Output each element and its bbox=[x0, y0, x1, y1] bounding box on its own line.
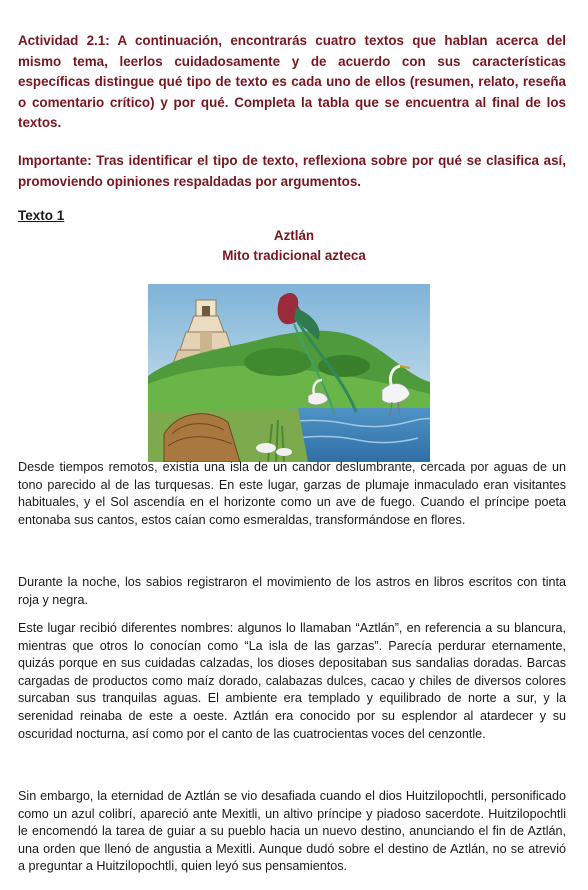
paragraph-3: Este lugar recibió diferentes nombres: algunos lo llamaban “Aztlán”, en referencia a su blancura, mientras que otros lo conocían como “La isla de las garzas”. Parecía perdurar eternamente, quizás porque en sus cuidadas calzadas, los dioses depositaban sus sandalias doradas. Barcas cargadas de productos como maíz dorado, calabazas dulces, cacao y chiles de diversos colores surcaban sus tranquilas aguas. El ambiente era templado y equilibrado de norte a sur, y la serenidad reinaba de este a oeste. Aztlán era conocido por su esplendor al atardecer y su oscuridad nocturna, así como por el canto de las cuatrocientas voces del cenzontle. bbox=[18, 621, 566, 741]
paragraph-1: Desde tiempos remotos, existía una isla de un candor deslumbrante, cercada por aguas de un tono parecido al de las turquesas. En este lugar, garzas de plumaje inmaculado eran visitantes habituales, y el Sol ascendía en el horizonte como un ave de fuego. Cuando el príncipe poeta entonaba sus cantos, estos caían como esmeraldas, transformándose en flores. bbox=[18, 460, 566, 527]
text-1-title: Aztlán bbox=[273, 228, 315, 243]
activity-instructions: Actividad 2.1: A continuación, encontrarás cuatro textos que hablan acerca del mismo tema, leerlos cuidadosamente y de acuerdo con sus características específicas distingue qué tipo de texto es cada uno de ellos (resumen, relato, reseña o comentario crítico) y por qué. Completa la tabla que se encuentra al final de los textos. bbox=[18, 33, 566, 130]
text-1-subtitle: Mito tradicional azteca bbox=[222, 248, 366, 263]
text-1-label: Texto 1 bbox=[18, 208, 65, 223]
important-note: Importante: Tras identificar el tipo de texto, reflexiona sobre por qué se clasifica así, promoviendo opiniones respaldadas por argumentos. bbox=[18, 153, 566, 189]
aztlan-illustration bbox=[148, 284, 430, 462]
paragraph-4: Sin embargo, la eternidad de Aztlán se vio desafiada cuando el dios Huitzilopochtli, personificado como un azul colibrí, apareció ante Mexitli, un altivo príncipe y piadoso sacerdote. Huitzilopochtli le encomendó la tarea de guiar a su pueblo hacia un nuevo destino, anunciando el fin de Aztlán, una orden que llenó de angustia a Mexitli. Aunque dudó sobre el destino de Aztlán, no se atrevió a preguntar a Huitzilopochtli, quien leyó sus pensamientos. bbox=[18, 789, 566, 874]
paragraph-2: Durante la noche, los sabios registraron el movimiento de los astros en libros escritos con tinta roja y negra. bbox=[18, 575, 566, 607]
